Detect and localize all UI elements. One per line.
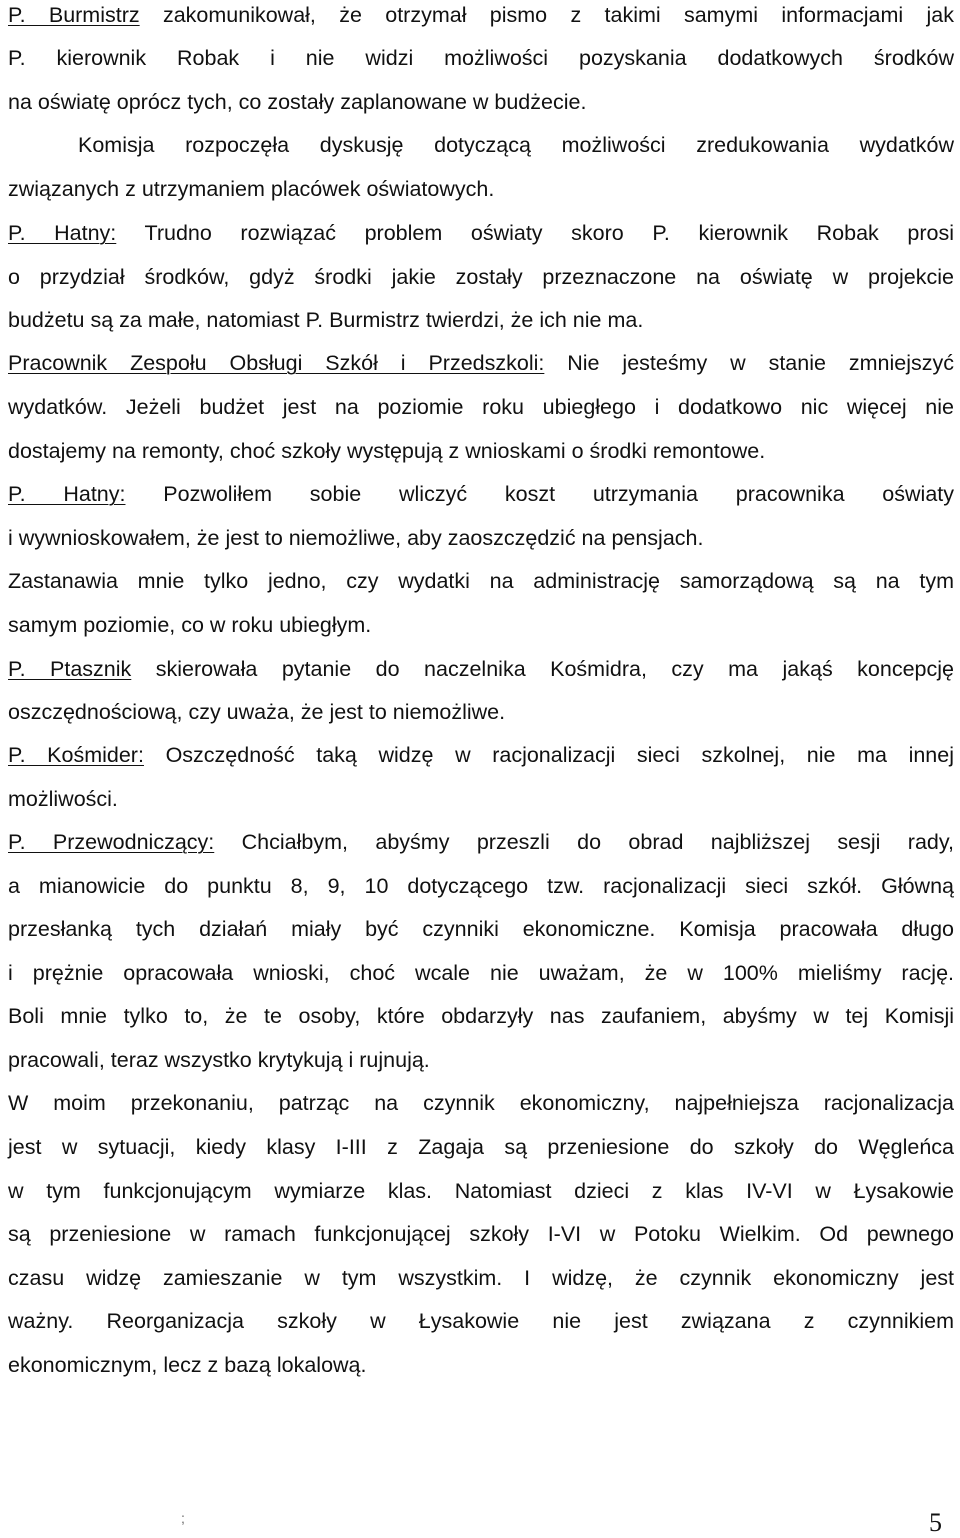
text-line [8, 1132, 954, 1162]
speaker-label: P. Ptasznik [8, 657, 132, 681]
text-line [8, 1176, 954, 1206]
text-line [8, 1219, 954, 1249]
text-line [8, 697, 954, 727]
line-text: na oświatę oprócz tych, co zostały zaplanowane w budżecie. [8, 90, 587, 114]
line-text: a mianowicie do punktu 8, 9, 10 dotyczącego tzw. racjonalizacji sieci szkół. Główną [8, 874, 954, 898]
line-text: skierowała pytanie do naczelnika Kośmidra, czy ma jakąś koncepcję [131, 657, 954, 681]
line-text: Nie jesteśmy w stanie zmniejszyć [544, 351, 954, 375]
text-line [8, 566, 954, 596]
text-line [8, 1350, 954, 1380]
stray-mark: ; [181, 1510, 185, 1526]
line-text: pracowali, teraz wszystko krytykują i rujnują. [8, 1048, 430, 1072]
line-text: Pozwoliłem sobie wliczyć koszt utrzymania pracownika oświaty [125, 482, 955, 506]
line-text: zakomunikował, że otrzymał pismo z takimi samymi informacjami jak [139, 3, 954, 27]
line-text: P. kierownik Robak i nie widzi możliwości pozyskania dodatkowych środków [8, 46, 954, 70]
speaker-label: P. Burmistrz [8, 3, 140, 27]
text-line [8, 218, 954, 248]
text-line [8, 914, 954, 944]
line-text: są przeniesione w ramach funkcjonującej szkoły I-VI w Potoku Wielkim. Od pewnego [8, 1222, 954, 1246]
text-line [8, 871, 954, 901]
text-line [8, 1263, 954, 1293]
text-line [8, 1306, 954, 1336]
line-text: Trudno rozwiązać problem oświaty skoro P. kierownik Robak prosi [116, 221, 955, 245]
speaker-label: P. Kośmider: [8, 743, 144, 767]
text-line [8, 958, 954, 988]
text-line [8, 827, 954, 857]
line-text: Boli mnie tylko to, że te osoby, które obdarzyły nas zaufaniem, abyśmy w tej Komisji [8, 1004, 954, 1028]
line-text: Oszczędność taką widzę w racjonalizacji sieci szkolnej, nie ma innej [143, 743, 954, 767]
line-text: jest w sytuacji, kiedy klasy I-III z Zagaja są przeniesione do szkoły do Węgleńca [8, 1135, 954, 1159]
text-line [8, 43, 954, 73]
text-line [8, 1045, 954, 1075]
text-line [8, 392, 954, 422]
speaker-label: P. Hatny: [8, 482, 126, 506]
line-text: o przydział środków, gdyż środki jakie zostały przeznaczone na oświatę w projekcie [8, 265, 954, 289]
text-line [8, 130, 954, 160]
page-number: 5 [929, 1508, 942, 1537]
speaker-label: P. Przewodniczący: [8, 830, 215, 854]
speaker-label: P. Hatny: [8, 221, 117, 245]
text-line [8, 174, 954, 204]
line-text: Chciałbym, abyśmy przeszli do obrad najbliższej sesji rady, [214, 830, 954, 854]
text-line [8, 348, 954, 378]
text-line [8, 784, 954, 814]
line-text: wydatków. Jeżeli budżet jest na poziomie roku ubiegłego i dodatkowo nic więcej nie [8, 395, 954, 419]
text-line [8, 523, 954, 553]
text-line [8, 654, 954, 684]
text-line [8, 479, 954, 509]
text-line [8, 740, 954, 770]
text-line [8, 1001, 954, 1031]
line-text: przesłanką tych działań miały być czynniki ekonomiczne. Komisja pracowała długo [8, 917, 954, 941]
line-text: oszczędnościową, czy uważa, że jest to niemożliwe. [8, 700, 506, 724]
text-line [8, 1088, 954, 1118]
text-line [8, 262, 954, 292]
line-text: możliwości. [8, 787, 118, 811]
speaker-label: Pracownik Zespołu Obsługi Szkół i Przedszkoli: [8, 351, 545, 375]
text-line [8, 87, 954, 117]
line-text: w tym funkcjonującym wymiarze klas. Natomiast dzieci z klas IV-VI w Łysakowie [8, 1179, 954, 1203]
text-line [8, 436, 954, 466]
line-text: Zastanawia mnie tylko jedno, czy wydatki na administrację samorządową są na tym [8, 569, 954, 593]
text-line [8, 305, 954, 335]
line-text: ważny. Reorganizacja szkoły w Łysakowie nie jest związana z czynnikiem [8, 1309, 954, 1333]
line-text: samym poziomie, co w roku ubiegłym. [8, 613, 372, 637]
text-line [8, 610, 954, 640]
line-text: budżetu są za małe, natomiast P. Burmistrz twierdzi, że ich nie ma. [8, 308, 644, 332]
line-text: czasu widzę zamieszanie w tym wszystkim. I widzę, że czynnik ekonomiczny jest [8, 1266, 954, 1290]
line-text: i wywnioskowałem, że jest to niemożliwe, aby zaoszczędzić na pensjach. [8, 526, 704, 550]
line-text: i prężnie opracowała wnioski, choć wcale nie uważam, że w 100% mieliśmy rację. [8, 961, 954, 985]
line-text: W moim przekonaniu, patrząc na czynnik ekonomiczny, najpełniejsza racjonalizacja [8, 1091, 954, 1115]
text-line [8, 0, 954, 30]
line-text: związanych z utrzymaniem placówek oświatowych. [8, 177, 495, 201]
line-text: Komisja rozpoczęła dyskusję dotyczącą możliwości zredukowania wydatków [78, 133, 954, 157]
line-text: ekonomicznym, lecz z bazą lokalową. [8, 1353, 367, 1377]
line-text: dostajemy na remonty, choć szkoły występują z wnioskami o środki remontowe. [8, 439, 766, 463]
